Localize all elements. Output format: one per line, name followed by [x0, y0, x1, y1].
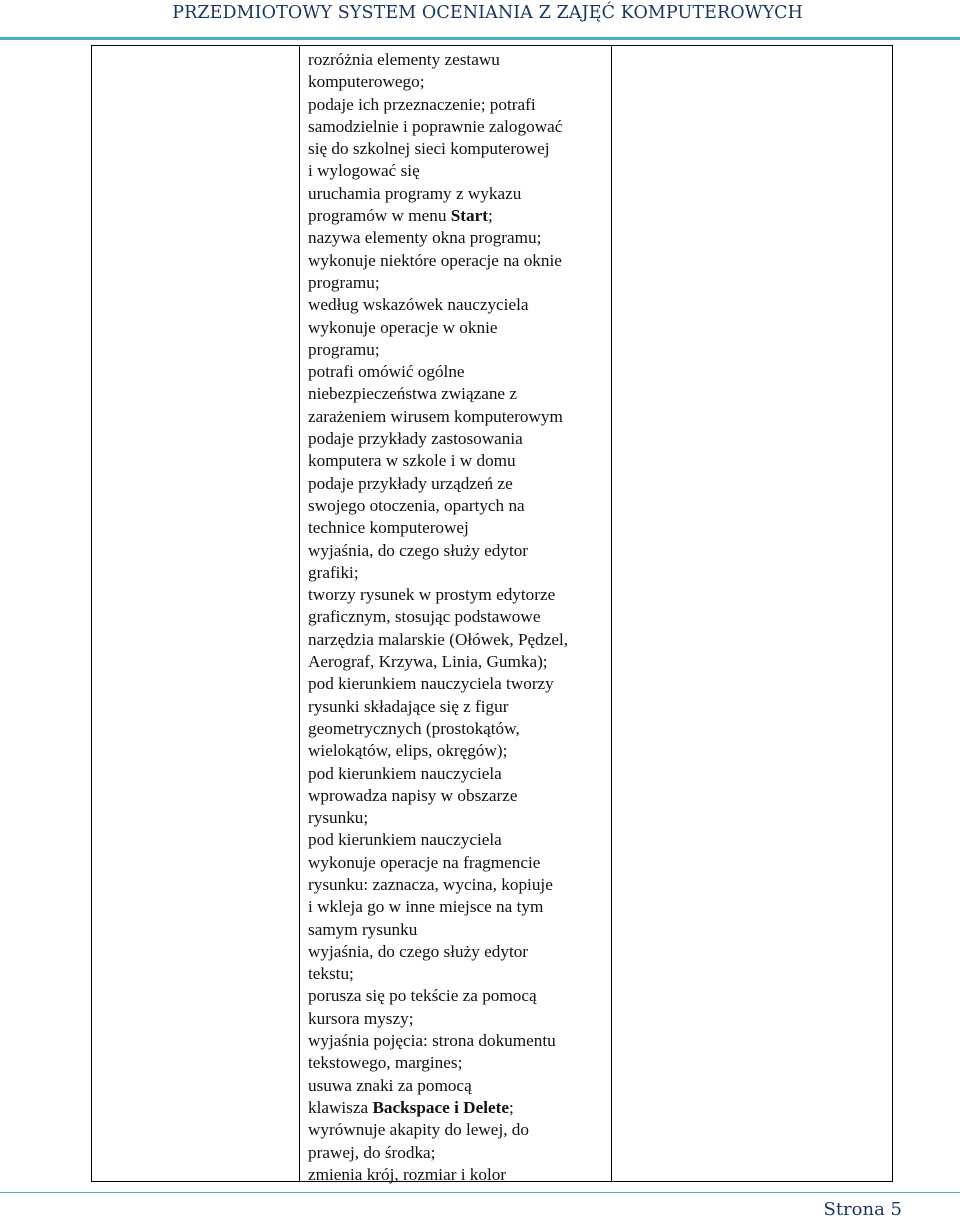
text-line: kursora myszy; [308, 1008, 414, 1028]
text-line: programu; [308, 272, 380, 292]
header-divider [0, 37, 960, 40]
text-line: prawej, do środka; [308, 1142, 436, 1162]
text-line: podaje przykłady zastosowania [308, 429, 523, 449]
text-line-keys [308, 1097, 608, 1119]
text-line: geometrycznych (prostokątów, [308, 718, 520, 738]
footer-divider [0, 1192, 960, 1193]
text-line: komputera w szkole i w domu [308, 451, 516, 471]
document-title: PRZEDMIOTOWY SYSTEM OCENIANIA Z ZAJĘĆ KOMPUTEROWYCH [172, 3, 803, 23]
text-line: pod kierunkiem nauczyciela [308, 763, 502, 783]
text-line: usuwa znaki za pomocą [308, 1075, 472, 1095]
text-line-start-menu [308, 205, 608, 227]
text-line: wyjaśnia, do czego służy edytor [308, 540, 529, 560]
text-line: rysunku: zaznacza, wycina, kopiuje [308, 874, 553, 894]
page-number: Strona 5 [823, 1199, 902, 1220]
requirements-table [91, 45, 893, 1182]
text-line: technice komputerowej [308, 518, 469, 538]
text-line: rozróżnia elementy zestawu [308, 50, 500, 69]
text-line: rysunku; [308, 808, 369, 828]
text-line: i wkleja go w inne miejsce na tym [308, 897, 544, 917]
keys-keyword: Backspace i Delete [372, 1097, 509, 1117]
text-line: pod kierunkiem nauczyciela tworzy [308, 674, 554, 694]
text-line: porusza się po tekście za pomocą [308, 986, 537, 1006]
text-line: wyrównuje akapity do lewej, do [308, 1120, 529, 1140]
page-header [0, 0, 960, 40]
text-line: się do szkolnej sieci komputerowej [308, 139, 550, 159]
text-line: grafiki; [308, 562, 359, 582]
text-line: wyjaśnia pojęcia: strona dokumentu [308, 1031, 556, 1051]
text-line: i wylogować się [308, 161, 420, 181]
text-line: wprowadza napisy w obszarze [308, 785, 518, 805]
text-line: komputerowego; [308, 72, 425, 92]
text-fragment: programów w menu [308, 206, 451, 226]
text-line: wykonuje operacje na fragmencie [308, 852, 541, 872]
text-line: pod kierunkiem nauczyciela [308, 830, 502, 850]
text-line: wielokątów, elips, okręgów); [308, 741, 508, 761]
text-fragment: klawisza [308, 1097, 373, 1117]
text-line: podaje przykłady urządzeń ze [308, 473, 513, 493]
text-line: zarażeniem wirusem komputerowym [308, 406, 563, 426]
text-fragment: ; [487, 206, 493, 226]
text-line: samodzielnie i poprawnie zalogować [308, 116, 563, 136]
text-line: uruchamia programy z wykazu [308, 183, 522, 203]
text-line: graficznym, stosując podstawowe [308, 607, 541, 627]
start-keyword: Start [450, 206, 488, 226]
text-line: potrafi omówić ogólne [308, 362, 465, 382]
text-line: wykonuje operacje w oknie [308, 317, 498, 337]
text-line: według wskazówek nauczyciela [308, 295, 529, 315]
text-line: programu; [308, 339, 380, 359]
text-line: zmienia krój, rozmiar i kolor [308, 1164, 507, 1184]
text-line: tekstowego, margines; [308, 1053, 463, 1073]
text-line: tworzy rysunek w prostym edytorze [308, 585, 556, 605]
text-line: wykonuje niektóre operacje na oknie [308, 250, 562, 270]
column-divider-left [299, 46, 300, 1181]
text-line: nazywa elementy okna programu; [308, 228, 542, 248]
text-line: Aerograf, Krzywa, Linia, Gumka); [308, 652, 548, 672]
text-line: rysunki składające się z figur [308, 696, 509, 716]
requirements-cell [308, 49, 608, 1186]
text-line: wyjaśnia, do czego służy edytor [308, 941, 529, 961]
text-line: tekstu; [308, 964, 354, 984]
text-line: swojego otoczenia, opartych na [308, 495, 525, 515]
text-line: samym rysunku [308, 919, 418, 939]
column-divider-right [611, 46, 612, 1181]
text-line: podaje ich przeznaczenie; potrafi [308, 94, 536, 114]
text-line: narzędzia malarskie (Ołówek, Pędzel, [308, 629, 569, 649]
text-fragment: ; [508, 1097, 514, 1117]
text-line: niebezpieczeństwa związane z [308, 384, 517, 404]
